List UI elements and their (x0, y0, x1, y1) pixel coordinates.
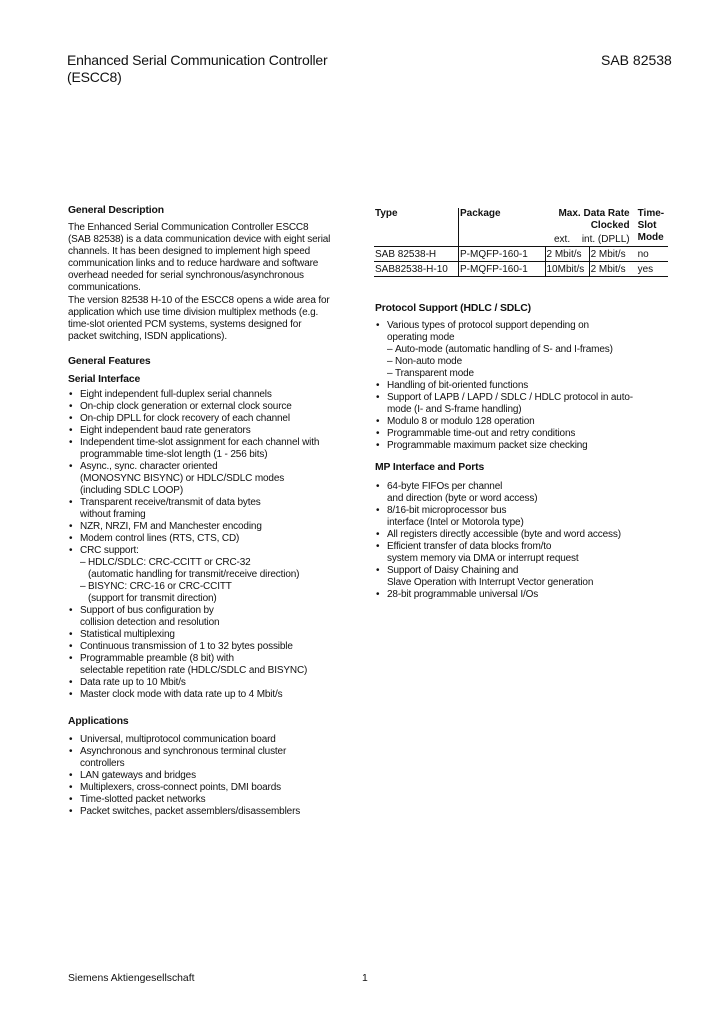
list-item (375, 440, 673, 452)
list-item (68, 629, 363, 641)
list-item-line: • Universal, multiprotocol communication board (80, 734, 276, 745)
description-line: overhead needed for serial synchronous/asynchronous (68, 270, 304, 281)
list-item (68, 806, 363, 818)
list-item (68, 689, 363, 701)
list-item-line: • Data rate up to 10 Mbit/s (80, 677, 186, 688)
sub-item-line: – Auto-mode (automatic handling of S- and I-frames) (387, 344, 673, 356)
list-item (68, 794, 363, 806)
serial-interface-list (68, 389, 363, 701)
description-line: application which use time division multiplex methods (e.g. (68, 307, 319, 318)
list-item-line: • CRC support: (80, 545, 139, 556)
list-item-line: • Support of bus configuration by (80, 605, 214, 616)
list-item (375, 505, 673, 529)
mp-interface-heading: MP Interface and Ports (375, 462, 485, 473)
row-int: 2 Mbit/s (589, 262, 630, 277)
header-time-slot (630, 208, 668, 247)
list-item-line: • Handling of bit-oriented functions (387, 380, 529, 391)
list-item-line: • Support of LAPB / LAPD / SDLC / HDLC protocol in auto- (387, 392, 633, 403)
sub-item-continuation: (support for transmit direction) (88, 593, 217, 604)
sub-item-line: – Non-auto mode (387, 356, 673, 368)
list-item (68, 734, 363, 746)
list-item-line: • On-chip DPLL for clock recovery of each channel (80, 413, 290, 424)
sub-item-line: – BISYNC: CRC-16 or CRC-CCITT (80, 581, 363, 593)
list-item-line: • Programmable time-out and retry conditions (387, 428, 576, 439)
description-line: packet switching, ISDN applications). (68, 331, 227, 342)
list-item (375, 380, 673, 392)
header-package: Package (459, 208, 546, 247)
row-ts: yes (630, 262, 668, 277)
row-package: P-MQFP-160-1 (459, 247, 546, 262)
description-line: The Enhanced Serial Communication Controller ESCC8 (68, 222, 309, 233)
list-item-line: • Eight independent baud rate generators (80, 425, 251, 436)
list-item-line: • Various types of protocol support depending on (387, 320, 589, 331)
row-type: SAB 82538-H (374, 247, 459, 262)
list-item (375, 565, 673, 589)
header-rate-sub (546, 234, 630, 246)
list-item-line: • Modem control lines (RTS, CTS, CD) (80, 533, 240, 544)
row-ext: 10Mbit/s (545, 262, 589, 277)
list-item (68, 746, 363, 770)
ordering-table-block (374, 208, 670, 277)
list-item-line: • Asynchronous and synchronous terminal cluster (80, 746, 287, 757)
header-max-rate-label: Max. Data Rate (558, 208, 630, 219)
row-int: 2 Mbit/s (589, 247, 630, 262)
document-title (67, 52, 327, 86)
list-item-line: • NZR, NRZI, FM and Manchester encoding (80, 521, 262, 532)
list-item-line: without framing (80, 509, 146, 520)
applications-list (68, 734, 363, 818)
list-item-line: • LAN gateways and bridges (80, 770, 196, 781)
list-item (68, 437, 363, 461)
list-item-line: • Eight independent full-duplex serial channels (80, 389, 272, 400)
list-item (375, 541, 673, 565)
list-item-line: • All registers directly accessible (byte and word access) (387, 529, 621, 540)
list-item-line: • Multiplexers, cross-connect points, DMI boards (80, 782, 281, 793)
applications-heading: Applications (68, 716, 129, 727)
list-item-line: • Modulo 8 or modulo 128 operation (387, 416, 535, 427)
row-type: SAB82538-H-10 (374, 262, 459, 277)
header-int: int. (DPLL) (581, 234, 630, 245)
general-description-body (68, 222, 363, 343)
list-item (68, 653, 363, 677)
footer-company: Siemens Aktiengesellschaft (68, 973, 195, 984)
list-item (68, 545, 363, 605)
table-row (374, 247, 668, 262)
description-line: channels. It has been designed to implement high speed (68, 246, 311, 257)
list-item-line: • Statistical multiplexing (80, 629, 175, 640)
header-ts-3: Mode (637, 232, 664, 243)
list-item-line: • Master clock mode with data rate up to 4 Mbit/s (80, 689, 283, 700)
list-item-line: and direction (byte or word access) (387, 493, 538, 504)
description-paragraph (68, 295, 363, 343)
row-ts: no (630, 247, 668, 262)
list-item (375, 589, 673, 601)
list-item-line: • Programmable preamble (8 bit) with (80, 653, 234, 664)
header-max-rate (545, 208, 630, 247)
list-item (68, 497, 363, 521)
list-item-line: • Independent time-slot assignment for each channel with (80, 437, 320, 448)
list-item-line: • Efficient transfer of data blocks from/to (387, 541, 552, 552)
footer-page-number: 1 (362, 973, 368, 984)
sub-item-line: – HDLC/SDLC: CRC-CCITT or CRC-32 (80, 557, 363, 569)
header-clocked: Clocked (590, 220, 630, 231)
serial-interface-heading: Serial Interface (68, 374, 141, 385)
title-line-1: Enhanced Serial Communication Controller (67, 52, 328, 68)
list-item (375, 416, 673, 428)
list-item-line: • Time-slotted packet networks (80, 794, 206, 805)
header-ts-1: Time- (637, 208, 665, 219)
list-item-line: (including SDLC LOOP) (80, 485, 184, 496)
mp-interface-list (375, 481, 673, 601)
list-item-line: • Programmable maximum packet size checking (387, 440, 588, 451)
list-item (68, 770, 363, 782)
list-item (68, 413, 363, 425)
list-item (68, 605, 363, 629)
sub-item-continuation: (automatic handling for transmit/receive direction) (88, 569, 300, 580)
general-description-heading: General Description (68, 205, 164, 216)
header-ext: ext. (554, 234, 571, 245)
general-features-heading: General Features (68, 356, 151, 367)
list-item-line: • Transparent receive/transmit of data bytes (80, 497, 261, 508)
list-item (68, 521, 363, 533)
list-item-line: Slave Operation with Interrupt Vector generation (387, 577, 594, 588)
list-item-line: interface (Intel or Motorola type) (387, 517, 524, 528)
list-item (68, 533, 363, 545)
title-line-2: (ESCC8) (67, 69, 122, 85)
list-item (375, 428, 673, 440)
list-item (68, 461, 363, 497)
ordering-table (374, 208, 668, 277)
row-package: P-MQFP-160-1 (459, 262, 546, 277)
list-item (68, 389, 363, 401)
list-item-line: operating mode (387, 332, 455, 343)
list-item-line: • 8/16-bit microprocessor bus (387, 505, 507, 516)
part-number: SAB 82538 (601, 52, 672, 68)
list-item-line: • Async., sync. character oriented (80, 461, 218, 472)
list-item (375, 529, 673, 541)
list-item-line: • Support of Daisy Chaining and (387, 565, 519, 576)
description-line: time-slot oriented PCM systems, systems designed for (68, 319, 302, 330)
list-item-line: • On-chip clock generation or external clock source (80, 401, 292, 412)
list-item (68, 425, 363, 437)
list-item (375, 481, 673, 505)
list-item-line: selectable repetition rate (HDLC/SDLC and BISYNC) (80, 665, 308, 676)
left-column (68, 205, 363, 818)
list-item (375, 392, 673, 416)
right-column (375, 303, 673, 601)
row-ext: 2 Mbit/s (545, 247, 589, 262)
list-item-line: • Packet switches, packet assemblers/disassemblers (80, 806, 301, 817)
list-item-line: programmable time-slot length (1 - 256 bits) (80, 449, 268, 460)
header-ts-2: Slot (637, 220, 657, 231)
list-item-line: • Continuous transmission of 1 to 32 bytes possible (80, 641, 293, 652)
description-line: The version 82538 H-10 of the ESCC8 opens a wide area for (68, 295, 330, 306)
list-item (68, 782, 363, 794)
list-item-line: (MONOSYNC BISYNC) or HDLC/SDLC modes (80, 473, 285, 484)
list-item-line: system memory via DMA or interrupt request (387, 553, 579, 564)
list-item-line: controllers (80, 758, 125, 769)
list-item-line: collision detection and resolution (80, 617, 220, 628)
description-paragraph (68, 222, 363, 294)
sub-item-line: – Transparent mode (387, 368, 673, 380)
list-item-line: • 28-bit programmable universal I/Os (387, 589, 539, 600)
description-line: communication links and to reduce hardware and software (68, 258, 319, 269)
list-item (68, 677, 363, 689)
table-row (374, 262, 668, 277)
list-item (68, 401, 363, 413)
list-item-line: mode (I- and S-frame handling) (387, 404, 522, 415)
description-line: (SAB 82538) is a data communication device with eight serial (68, 234, 331, 245)
protocol-support-list (375, 320, 673, 452)
list-item-line: • 64-byte FIFOs per channel (387, 481, 503, 492)
list-item (68, 641, 363, 653)
description-line: communications. (68, 282, 141, 293)
header-type: Type (374, 208, 459, 247)
protocol-support-heading: Protocol Support (HDLC / SDLC) (375, 303, 531, 314)
list-item (375, 320, 673, 380)
